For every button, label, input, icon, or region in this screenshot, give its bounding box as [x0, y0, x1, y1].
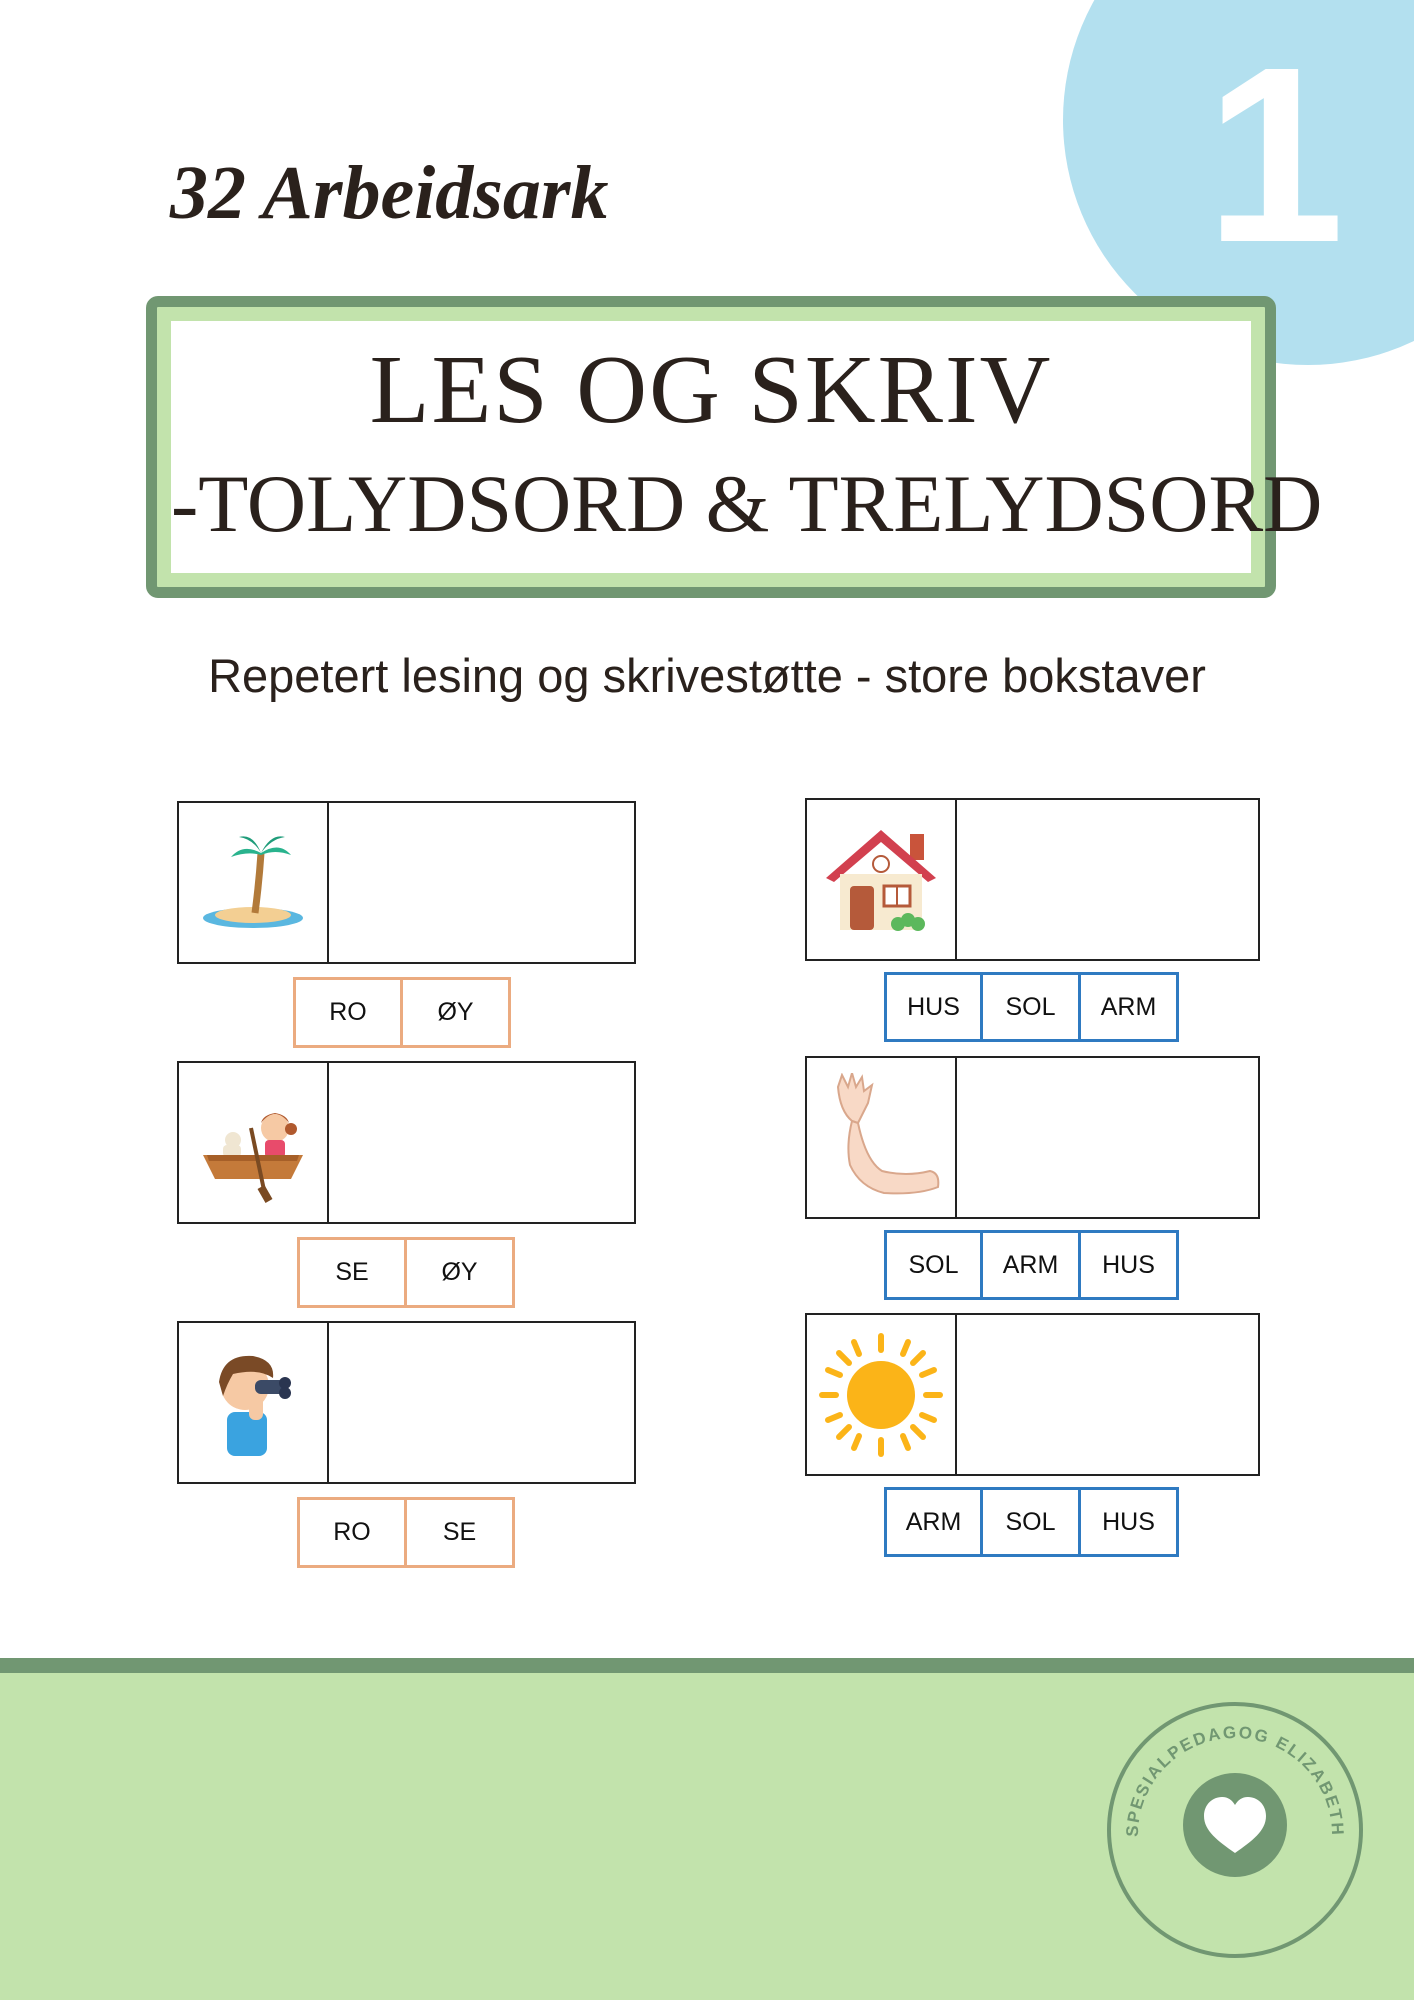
word-choice: HUS	[1081, 1230, 1179, 1300]
word-choice: ARM	[983, 1230, 1081, 1300]
word-choice: RO	[293, 977, 403, 1048]
word-choices	[884, 972, 1179, 1042]
write-area[interactable]	[957, 1315, 1258, 1474]
title-frame	[146, 296, 1323, 598]
word-choice: RO	[297, 1497, 407, 1568]
word-choices	[297, 1497, 515, 1568]
boy-binoculars-icon	[193, 1338, 313, 1468]
word-choice: ARM	[1081, 972, 1179, 1042]
write-area[interactable]	[957, 800, 1258, 959]
logo-text: SPESIALPEDAGOG ELIZABETH	[1122, 1722, 1348, 1838]
write-area[interactable]	[329, 1063, 634, 1222]
picture-cell	[807, 1058, 957, 1217]
word-card	[177, 1321, 636, 1484]
worksheet-number: 1	[1205, 15, 1345, 294]
word-choices	[884, 1487, 1179, 1557]
word-card	[805, 1313, 1260, 1476]
footer-divider	[0, 1658, 1414, 1673]
word-choice: ARM	[884, 1487, 983, 1557]
word-choice: HUS	[1081, 1487, 1179, 1557]
word-choice: SE	[407, 1497, 515, 1568]
word-card	[805, 798, 1260, 961]
brand-logo	[1100, 1695, 1370, 1965]
write-area[interactable]	[329, 803, 634, 962]
word-choice: SOL	[884, 1230, 983, 1300]
house-icon	[818, 820, 944, 940]
tagline: Repetert lesing og skrivestøtte - store bokstaver	[208, 649, 1206, 702]
picture-cell	[179, 1323, 329, 1482]
word-card	[177, 1061, 636, 1224]
picture-cell	[807, 800, 957, 959]
page-title: LES OG SKRIV	[369, 336, 1053, 444]
picture-cell	[807, 1315, 957, 1474]
subtitle: 32 Arbeidsark	[170, 151, 609, 235]
write-area[interactable]	[957, 1058, 1258, 1217]
word-card	[805, 1056, 1260, 1219]
word-card	[177, 801, 636, 964]
write-area[interactable]	[329, 1323, 634, 1482]
picture-cell	[179, 1063, 329, 1222]
word-choice: SOL	[983, 1487, 1081, 1557]
rowboat-girl-icon	[193, 1083, 313, 1203]
word-choices	[884, 1230, 1179, 1300]
arm-icon	[818, 1073, 944, 1203]
title-panel	[171, 321, 1323, 573]
word-choice: ØY	[403, 977, 511, 1048]
word-choice: SOL	[983, 972, 1081, 1042]
word-choices	[293, 977, 511, 1048]
word-choice: HUS	[884, 972, 983, 1042]
word-choice: SE	[297, 1237, 407, 1308]
word-choice: ØY	[407, 1237, 515, 1308]
page-subtitle: -TOLYDSORD & TRELYDSORD	[171, 458, 1323, 549]
word-choices	[297, 1237, 515, 1308]
picture-cell	[179, 803, 329, 962]
sun-icon	[816, 1330, 946, 1460]
island-icon	[193, 823, 313, 943]
